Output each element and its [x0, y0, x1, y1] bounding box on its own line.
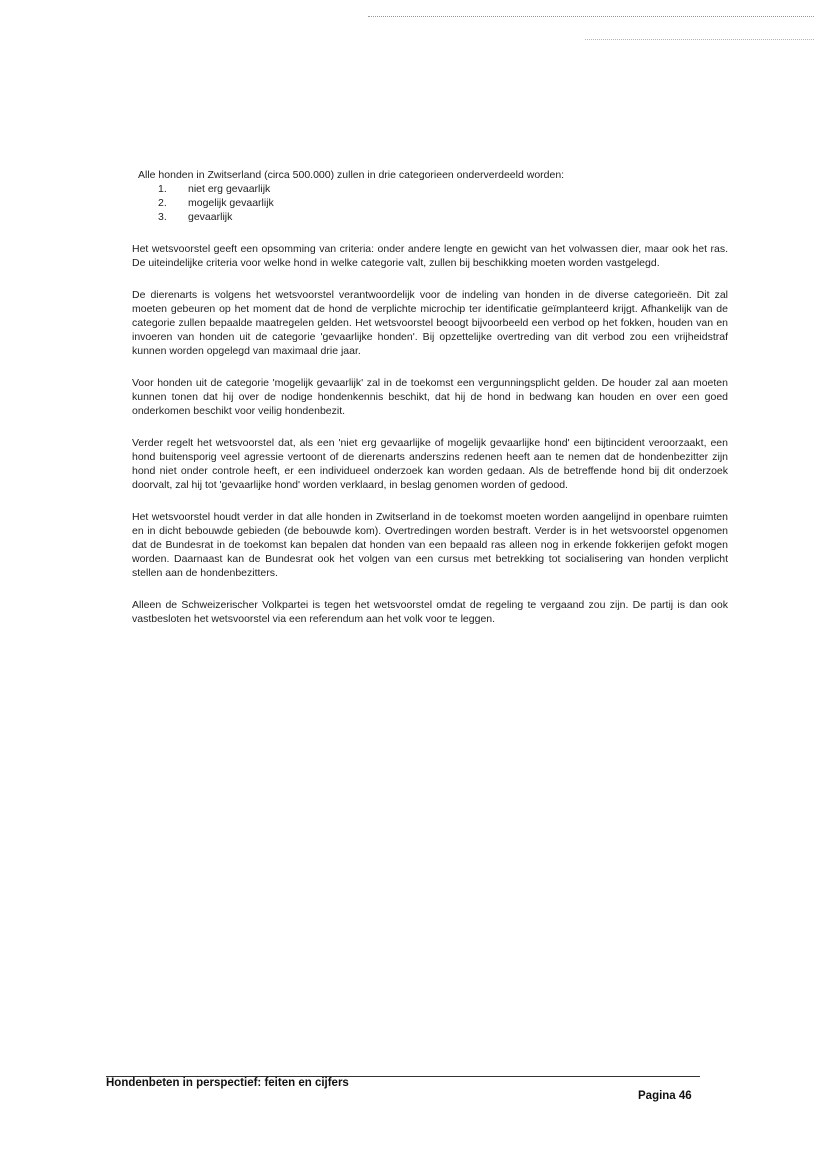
paragraph-leash: Het wetsvoorstel houdt verder in dat alle honden in Zwitserland in de toekomst moeten worden aangelijnd in openbare ruimten en in dicht bebouwde gebieden (de bebouwde kom). Overtredingen worden bestraft. Verder is in het wetsvoorstel opgenomen dat de Bundesrat in de toekomst kan bepalen dat honden van een bepaald ras alleen nog in erkende fokkerijen gefokt mogen worden. Daarnaast kan de Bundesrat ook het volgen van een cursus met betrekking tot socialisering van honden verplicht stellen aan de hondenbezitters. [132, 511, 728, 579]
list-item [158, 196, 728, 210]
list-label: mogelijk gevaarlijk [188, 197, 274, 209]
paragraph-referendum: Alleen de Schweizerischer Volkpartei is tegen het wetsvoorstel omdat de regeling te vergaand zou zijn. De partij is dan ook vastbesloten het wetsvoorstel via een referendum aan het volk voor te leggen. [132, 599, 728, 625]
list-item [158, 210, 728, 224]
list-number: 3. [158, 211, 167, 223]
page-number: Pagina 46 [638, 1090, 692, 1102]
scan-artifact-line [368, 16, 814, 17]
scan-artifact-line [585, 39, 814, 40]
list-label: niet erg gevaarlijk [188, 183, 271, 195]
list-item [158, 182, 728, 196]
list-number: 1. [158, 183, 167, 195]
paragraph-veterinarian: De dierenarts is volgens het wetsvoorstel verantwoordelijk voor de indeling van honden in de diverse categorieën. Dit zal moeten gebeuren op het moment dat de hond de verplichte microchip ter identificatie geïmplanteerd krijgt. Afhankelijk van de categorie zullen bepaalde maatregelen gelden. Het wetsvoorstel beoogt bijvoorbeeld een verbod op het fokken, houden van en invoeren van honden uit de categorie 'gevaarlijke honden'. Bij opzettelijke overtreding van dit verbod zou een vrijheidstraf kunnen worden opgelegd van maximaal drie jaar. [132, 289, 728, 357]
category-list [158, 182, 728, 224]
footer-title: Hondenbeten in perspectief: feiten en cijfers [106, 1077, 349, 1089]
paragraph-investigation: Verder regelt het wetsvoorstel dat, als een 'niet erg gevaarlijke of mogelijk gevaarlijke hond' een bijtincident veroorzaakt, een hond buitensporig veel agressie vertoont of de dierenarts anderszins redenen heeft aan te nemen dat de hondenbezitter zijn hond niet onder controle heeft, er een individueel onderzoek kan worden gedaan. Als de betreffende hond bij dit onderzoek doorvalt, zal hij tot 'gevaarlijke hond' worden verklaard, in beslag genomen worden of gedood. [132, 437, 728, 491]
intro-sentence: Alle honden in Zwitserland (circa 500.000) zullen in drie categorieen onderverdeeld worden: [138, 169, 565, 181]
paragraph-permit: Voor honden uit de categorie 'mogelijk gevaarlijk' zal in de toekomst een vergunningsplicht gelden. De houder zal aan moeten kunnen tonen dat hij over de nodige hondenkennis beschikt, dat hij de hond in bedwang kan houden en over een goed onderkomen beschikt voor veilig hondenbezit. [132, 377, 728, 417]
body-text [132, 168, 728, 644]
list-label: gevaarlijk [188, 211, 233, 223]
list-number: 2. [158, 197, 167, 209]
paragraph-criteria: Het wetsvoorstel geeft een opsomming van criteria: onder andere lengte en gewicht van het volwassen dier, maar ook het ras. De uiteindelijke criteria voor welke hond in welke categorie valt, zullen bij beschikking moeten worden vastgelegd. [132, 243, 728, 269]
